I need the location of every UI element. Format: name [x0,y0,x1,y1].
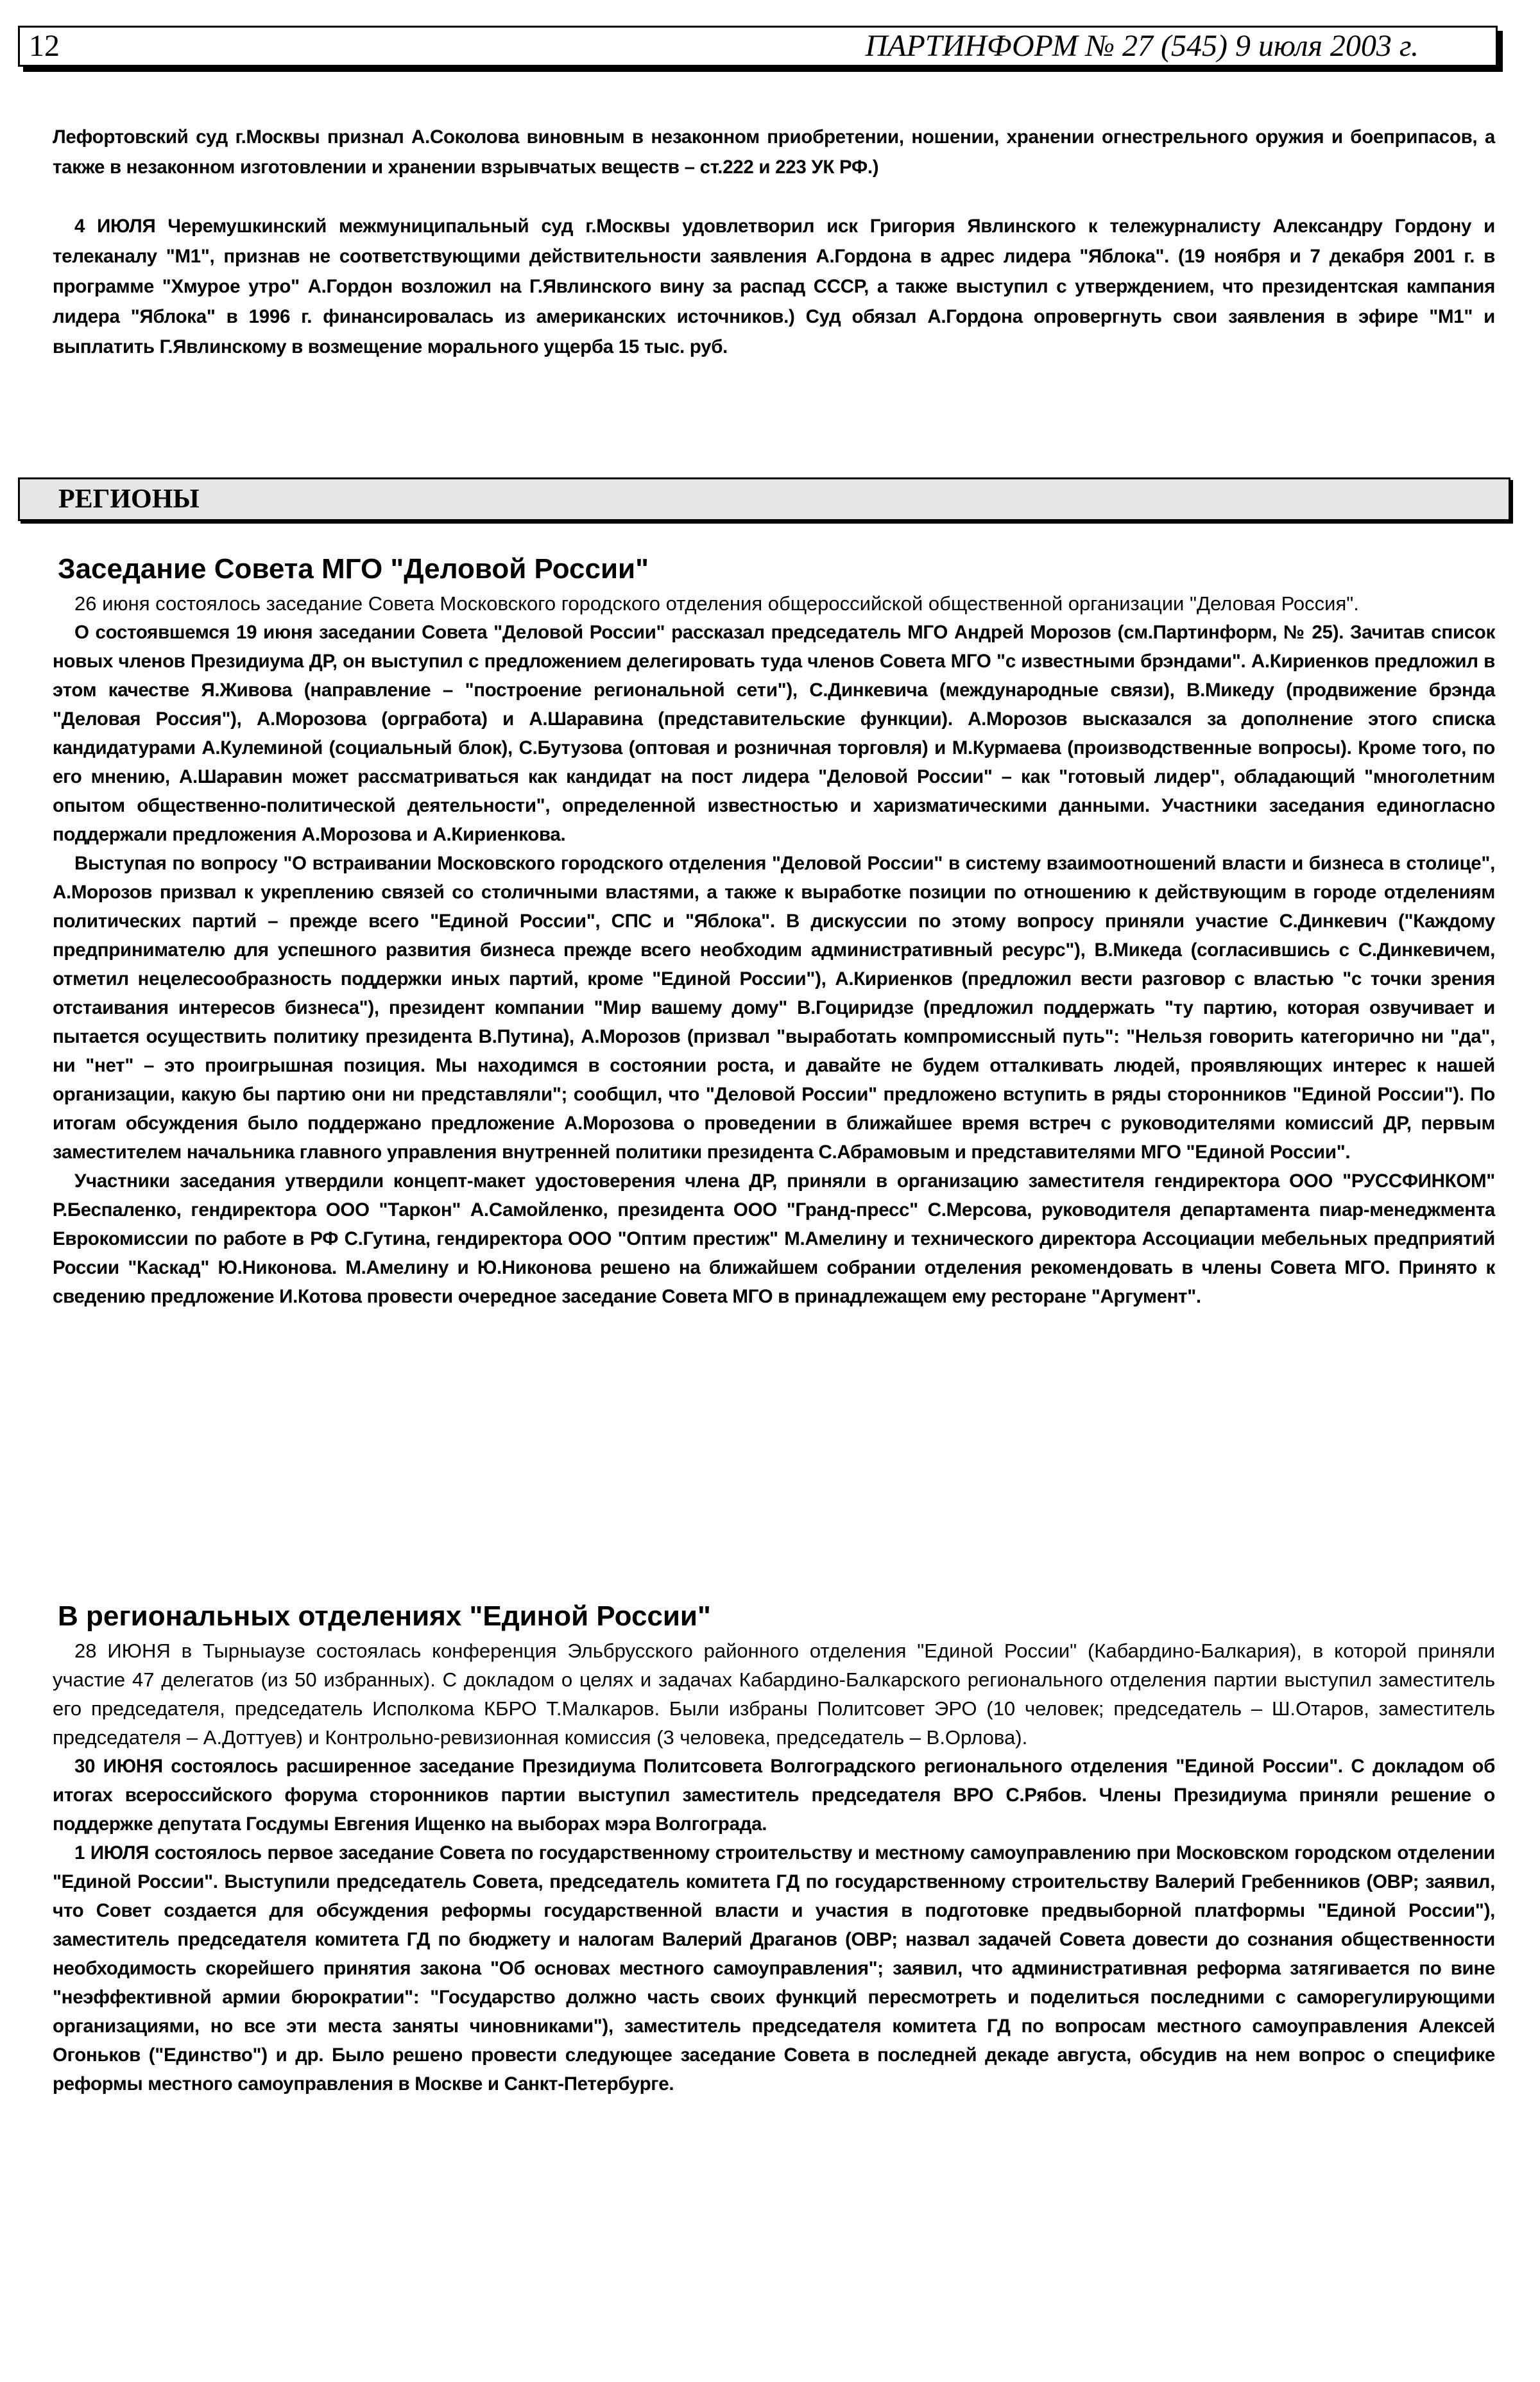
section-title: РЕГИОНЫ [58,484,200,514]
article-paragraph: Участники заседания утвердили концепт-макет удостоверения члена ДР, приняли в организацию заместителя гендиректора ООО "РУССФИНКОМ" Р.Беспаленко, гендиректора ООО "Таркон" А.Самойленко, президента ООО "Гранд-пресс" С.Мерсова, руководителя департамента пиар-менеджмента Еврокомиссии по работе в РФ С.Гутина, гендиректора ООО "Оптим престиж" М.Амелину и технического директора Ассоциации мебельных предприятий России "Каскад" Ю.Никонова. М.Амелину и Ю.Никонова решено на ближайшем собрании отделения рекомендовать в члены Совета МГО. Принято к сведению предложение И.Котова провести очередное заседание Совета МГО в принадлежащем ему ресторане "Аргумент". [53,1170,1495,1307]
section-header-regions [18,477,1510,521]
article-paragraph: 28 ИЮНЯ в Тырныаузе состоялась конференция Эльбрусского районного отделения "Единой России" (Кабардино-Балкария), в которой приняли участие 47 делегатов (из 50 избранных). С докладом о целях и задачах Кабардино-Балкарского регионального отделения партии выступил заместитель его председателя, председатель Исполкома КБРО Т.Малкаров. Были избраны Политсовет ЭРО (10 человек; председатель – Ш.Отаров, заместитель председателя – А.Доттуев) и Контрольно-ревизионная комиссия (3 человека, председатель – В.Орлова). [53,1640,1495,1749]
article-title: В региональных отделениях "Единой России" [58,1600,711,1632]
article-paragraph: 26 июня состоялось заседание Совета Московского городского отделения общероссийской общественной организации "Деловая Россия". [74,592,1359,615]
article-paragraph: 30 ИЮНЯ состоялось расширенное заседание Президиума Политсовета Волгоградского регионального отделения "Единой России". С докладом об итогах всероссийского форума сторонников партии выступил заместитель председателя ВРО С.Рябов. Члены Президиума приняли решение о поддержке депутата Госдумы Евгения Ищенко на выборах мэра Волгограда. [53,1756,1495,1835]
page-header [18,26,1498,67]
article-delovaya-rossiya [53,552,1495,1311]
article-title: Заседание Совета МГО "Деловой России" [58,553,649,585]
news-paragraph: 4 ИЮЛЯ Черемушкинский межмуниципальный суд г.Москвы удовлетворил иск Григория Явлинского к тележурналисту Александру Гордону и телеканалу "М1", признав не соответствующими действительности заявления А.Гордона в адрес лидера "Яблока". (19 ноября и 7 декабря 2001 г. в программе "Хмурое утро" А.Гордон возложил на Г.Явлинского вину за распад СССР, а также выступил с утверждением, что президентская кампания лидера "Яблока" в 1996 г. финансировалась из американских источников.) Суд обязал А.Гордона опровергнуть свои заявления в эфире "М1" и выплатить Г.Явлинскому в возмещение морального ущерба 15 тыс. руб. [53,216,1495,357]
article-paragraph: О состоявшемся 19 июня заседании Совета "Деловой России" рассказал председатель МГО Андрей Морозов (см.Партинформ, № 25). Зачитав список новых членов Президиума ДР, он выступил с предложением делегировать туда членов Совета МГО "с известными брэндами". А.Кириенков предложил в этом качестве Я.Живова (направление – "построение региональной сети"), С.Динкевича (международные связи), В.Микеду (продвижение брэнда "Деловая Россия"), А.Морозова (оргработа) и А.Шаравина (представительские функции). А.Морозов высказался за дополнение этого списка кандидатурами А.Кулеминой (социальный блок), С.Бутузова (оптовая и розничная торговля) и М.Курмаева (производственные вопросы). Кроме того, по его мнению, А.Шаравин может рассматриваться как кандидат на пост лидера "Деловой России" – как "готовый лидер", обладающий "многолетним опытом общественно-политической деятельности", определенной известностью и харизматическими данными. Участники заседания единогласно поддержали предложения А.Морозова и А.Кириенкова. [53,622,1495,845]
article-paragraph: Выступая по вопросу "О встраивании Московского городского отделения "Деловой России" в систему взаимоотношений власти и бизнеса в столице", А.Морозов призвал к укреплению связей со столичными властями, а также к выработке позиции по отношению к действующим в городе отделениям политических партий – прежде всего "Единой России", СПС и "Яблока". В дискуссии по этому вопросу приняли участие С.Динкевич ("Каждому предпринимателю для успешного развития бизнеса прежде всего необходим административный ресурс"), В.Микеда (согласившись с С.Динкевичем, отметил нецелесообразность поддержки иных партий, кроме "Единой России"), А.Кириенков (предложил вести разговор с властью "с точки зрения отстаивания интересов бизнеса"), президент компании "Мир вашему дому" В.Гоциридзе (предложил поддержать "ту партию, которая озвучивает и пытается осуществить политику президента В.Путина), А.Морозов (призвал "выработать компромиссный путь": "Нельзя говорить категорично ни "да", ни "нет" – это проигрышная позиция. Мы находимся в состоянии роста, и давайте не будем отталкивать людей, проявляющих интерес к нашей организации, какую бы партию они ни представляли"; сообщил, что "Деловой России" предложено вступить в ряды сторонников "Единой России"). По итогам обсуждения было поддержано предложение А.Морозова о проведении в ближайшее время встреч с руководителями комиссий ДР, первым заместителем начальника главного управления внутренней политики президента С.Абрамовым и представителями МГО "Единой России". [53,853,1495,1163]
top-news-block [53,122,1495,362]
article-edinaya-rossiya [53,1599,1495,2098]
article-paragraph: 1 ИЮЛЯ состоялось первое заседание Совета по государственному строительству и местному самоуправлению при Московском городском отделении "Единой России". Выступили председатель Совета, председатель комитета ГД по государственному строительству Валерий Гребенников (ОВР; заявил, что Совет создается для обсуждения реформы государственной власти и участия в подготовке предвыборной платформы "Единой России"), заместитель председателя комитета ГД по бюджету и налогам Валерий Драганов (ОВР; назвал задачей Совета довести до сознания общественности необходимость скорейшего принятия закона "Об основах местного самоуправления"; заявил, что административная реформа затягивается по вине "неэффективной армии бюрократии": "Государство должно часть своих функций пересмотреть и поделиться последними с саморегулирующими организациями, но все эти места заняты чиновниками"), заместитель председателя комитета ГД по вопросам местного самоуправления Алексей Огоньков ("Единство") и др. Было решено провести следующее заседание Совета в последней декаде августа, обсудив на нем вопрос о специфике реформы местного самоуправления в Москве и Санкт-Петербурге. [53,1842,1495,2095]
page-number: 12 [29,29,60,63]
news-paragraph: Лефортовский суд г.Москвы признал А.Соколова виновным в незаконном приобретении, ношении, хранении огнестрельного оружия и боеприпасов, а также в незаконном изготовлении и хранении взрывчатых веществ – ст.222 и 223 УК РФ.) [53,126,1495,178]
publication-title: ПАРТИНФОРМ № 27 (545) 9 июля 2003 г. [865,29,1419,63]
